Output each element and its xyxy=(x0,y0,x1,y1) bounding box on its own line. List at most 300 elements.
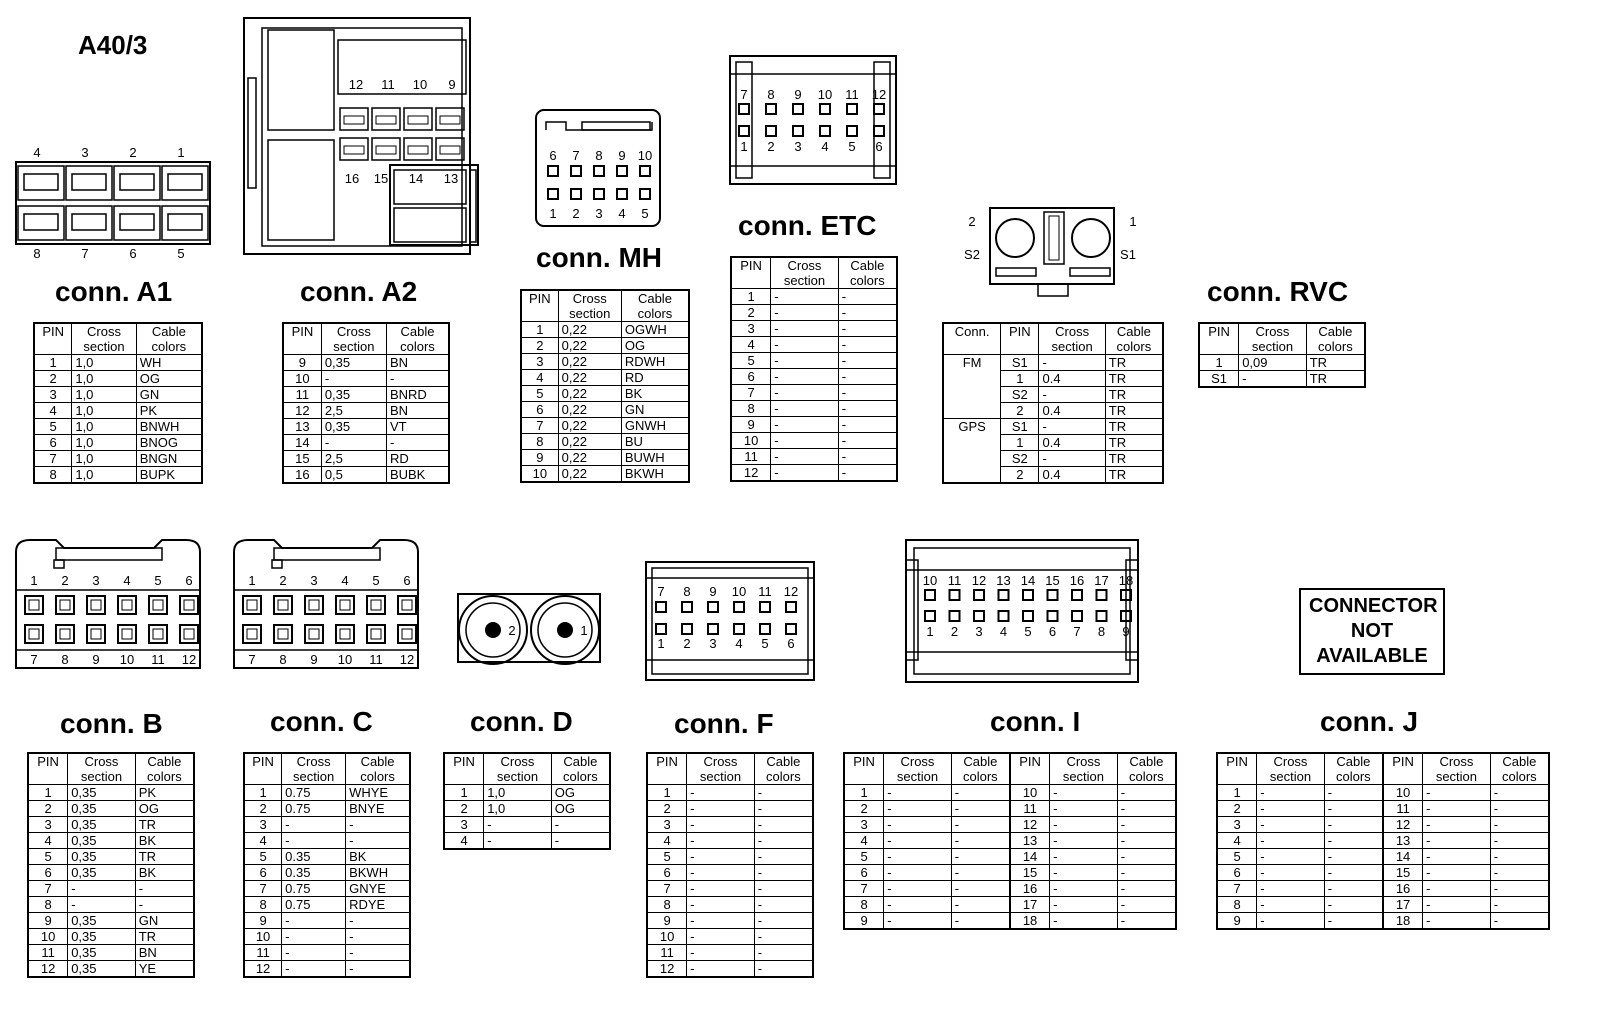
table-cell: 2 xyxy=(1001,403,1039,419)
table-cell: - xyxy=(346,929,410,945)
table-cell: - xyxy=(771,337,839,353)
table-cell: 8 xyxy=(521,434,558,450)
cable-colors-header: Cable colors xyxy=(754,753,813,785)
table-cell: - xyxy=(1117,817,1176,833)
table-cell: 15 xyxy=(1383,865,1423,881)
table-cell: BKWH xyxy=(621,466,689,483)
table-cell: 6 xyxy=(34,435,72,451)
pin-number-label: 2 xyxy=(508,623,516,638)
table-cell: - xyxy=(771,289,839,305)
pin-number-label: 9 xyxy=(92,652,100,667)
table-cell: - xyxy=(754,865,813,881)
table-cell: 5 xyxy=(647,849,687,865)
cross-section-header: Cross section xyxy=(1050,753,1118,785)
table-cell: - xyxy=(282,817,346,833)
table-cell: 0,22 xyxy=(558,402,621,418)
table-cell: - xyxy=(1117,897,1176,913)
table-cell: 0.4 xyxy=(1039,371,1105,387)
table-cell: - xyxy=(1050,833,1118,849)
table-row xyxy=(34,387,202,403)
table-cell: 8 xyxy=(647,897,687,913)
table-cell: 10 xyxy=(283,371,321,387)
table-row xyxy=(731,353,897,369)
table-cell: GNWH xyxy=(621,418,689,434)
table-row xyxy=(244,833,410,849)
table-row xyxy=(444,785,610,801)
table-cell: 16 xyxy=(283,467,321,484)
table-cell: BNRD xyxy=(386,387,449,403)
table-cell: S1 xyxy=(1001,419,1039,435)
conn-a2-table xyxy=(282,322,450,484)
pin-number-label: 9 xyxy=(448,77,456,92)
pin-number-label: 1 xyxy=(740,139,748,154)
table-row xyxy=(1217,865,1549,881)
table-row xyxy=(1217,785,1549,801)
table-cell: - xyxy=(1039,387,1105,403)
pin-header: PIN xyxy=(1199,323,1239,355)
pin-number-label: 4 xyxy=(33,145,41,160)
table-cell: 5 xyxy=(521,386,558,402)
cable-colors-header: Cable colors xyxy=(1306,323,1365,355)
table-cell: - xyxy=(687,929,755,945)
table-cell: RDYE xyxy=(346,897,410,913)
table-header-row xyxy=(1199,323,1365,355)
cross-section-header: Cross section xyxy=(484,753,552,785)
table-cell: - xyxy=(687,865,755,881)
table-cell: 13 xyxy=(1010,833,1050,849)
table-cell: TR xyxy=(135,929,194,945)
cross-section-header: Cross section xyxy=(558,290,621,322)
table-cell: 4 xyxy=(844,833,884,849)
table-cell: 1 xyxy=(1199,355,1239,371)
pin-number-label: 4 xyxy=(618,206,626,221)
table-cell: - xyxy=(687,833,755,849)
table-cell: - xyxy=(838,353,897,369)
table-header-row xyxy=(647,753,813,785)
table-cell: 5 xyxy=(1217,849,1257,865)
table-cell: 17 xyxy=(1383,897,1423,913)
table-cell: TR xyxy=(1105,435,1163,451)
table-cell: - xyxy=(1490,881,1549,897)
pin-number-label: 2 xyxy=(968,214,976,229)
pin-number-label: 7 xyxy=(1073,624,1081,639)
table-cell: 5 xyxy=(34,419,72,435)
table-cell: OG xyxy=(136,371,202,387)
table-cell: 2,5 xyxy=(321,403,386,419)
table-cell: 11 xyxy=(647,945,687,961)
table-cell: - xyxy=(1423,913,1491,930)
table-cell: 0.35 xyxy=(282,865,346,881)
table-cell: - xyxy=(282,833,346,849)
table-cell: 0,35 xyxy=(68,945,136,961)
table-row xyxy=(521,450,689,466)
table-cell: 12 xyxy=(647,961,687,978)
table-cell: 0,35 xyxy=(321,355,386,371)
conn-etc-table xyxy=(730,256,898,482)
table-cell: 12 xyxy=(1383,817,1423,833)
table-cell: - xyxy=(1490,817,1549,833)
table-row xyxy=(844,801,1176,817)
table-cell: - xyxy=(1050,881,1118,897)
pin-number-label: 7 xyxy=(30,652,38,667)
pin-number-label: 18 xyxy=(1118,573,1134,588)
table-row xyxy=(283,355,449,371)
table-cell: 1,0 xyxy=(72,435,136,451)
pin-number-label: 5 xyxy=(372,573,380,588)
table-cell: - xyxy=(771,353,839,369)
pin-header: PIN xyxy=(1001,323,1039,355)
table-row xyxy=(521,322,689,338)
connector-c-drawing xyxy=(234,540,418,668)
table-row xyxy=(647,801,813,817)
table-cell: - xyxy=(346,961,410,978)
table-row xyxy=(731,417,897,433)
connector-i-drawing xyxy=(906,540,1138,682)
table-cell: VT xyxy=(386,419,449,435)
table-cell: - xyxy=(68,897,136,913)
table-row xyxy=(521,434,689,450)
table-cell: - xyxy=(1117,865,1176,881)
table-cell: 15 xyxy=(283,451,321,467)
table-cell: 2 xyxy=(844,801,884,817)
table-cell: - xyxy=(282,961,346,978)
table-cell: BNOG xyxy=(136,435,202,451)
table-cell: 0,22 xyxy=(558,434,621,450)
table-row xyxy=(844,913,1176,930)
table-row xyxy=(283,435,449,451)
pin-number-label: 7 xyxy=(657,584,665,599)
pin-header: PIN xyxy=(28,753,68,785)
table-header-row xyxy=(28,753,194,785)
table-row xyxy=(647,849,813,865)
table-cell: GNYE xyxy=(346,881,410,897)
table-cell: - xyxy=(1257,897,1325,913)
table-row xyxy=(34,419,202,435)
table-cell: RD xyxy=(386,451,449,467)
table-cell: - xyxy=(838,337,897,353)
table-cell: - xyxy=(1423,817,1491,833)
table-cell: - xyxy=(1324,833,1383,849)
table-cell: 4 xyxy=(28,833,68,849)
table-cell: 2 xyxy=(244,801,282,817)
table-row xyxy=(28,833,194,849)
conn-j-table xyxy=(1216,752,1550,930)
pin-header: PIN xyxy=(283,323,321,355)
table-cell: - xyxy=(1423,833,1491,849)
table-cell: 1 xyxy=(647,785,687,801)
table-cell: 1,0 xyxy=(72,371,136,387)
table-cell: BN xyxy=(386,403,449,419)
table-row xyxy=(28,785,194,801)
table-cell: - xyxy=(754,929,813,945)
table-cell: 7 xyxy=(521,418,558,434)
table-cell: 10 xyxy=(28,929,68,945)
table-cell: BNYE xyxy=(346,801,410,817)
table-cell: - xyxy=(1324,881,1383,897)
table-cell: BK xyxy=(135,865,194,881)
table-cell: - xyxy=(1117,801,1176,817)
table-cell: - xyxy=(754,945,813,961)
na-line-3: AVAILABLE xyxy=(1316,645,1428,667)
pin-number-label: 10 xyxy=(337,652,353,667)
table-row xyxy=(647,929,813,945)
pin-number-label: 3 xyxy=(81,145,89,160)
table-cell: GN xyxy=(136,387,202,403)
table-cell: 0.4 xyxy=(1039,403,1105,419)
table-cell: PK xyxy=(136,403,202,419)
pin-number-label: 11 xyxy=(947,573,962,588)
conn-a1-title: conn. A1 xyxy=(55,276,173,307)
table-cell: 14 xyxy=(283,435,321,451)
table-cell: S2 xyxy=(1001,387,1039,403)
table-row xyxy=(731,385,897,401)
table-cell: 1 xyxy=(844,785,884,801)
table-cell: 6 xyxy=(244,865,282,881)
table-cell: - xyxy=(1324,897,1383,913)
pin-header: PIN xyxy=(647,753,687,785)
pin-number-label: 7 xyxy=(81,246,89,261)
table-row xyxy=(1217,801,1549,817)
table-row xyxy=(943,371,1163,387)
table-cell: 16 xyxy=(1383,881,1423,897)
table-cell: - xyxy=(687,817,755,833)
table-row xyxy=(731,305,897,321)
table-cell: S1 xyxy=(1199,371,1239,388)
table-cell: TR xyxy=(1306,371,1365,388)
table-cell: - xyxy=(771,449,839,465)
table-cell: OG xyxy=(551,801,610,817)
cross-section-header: Cross section xyxy=(72,323,136,355)
pin-number-label: 9 xyxy=(618,148,626,163)
table-cell: - xyxy=(1117,849,1176,865)
table-cell: FM xyxy=(943,355,1001,371)
table-header-row xyxy=(943,323,1163,355)
table-cell: 16 xyxy=(1010,881,1050,897)
connector-a1-drawing xyxy=(16,145,210,261)
connector-not-available-box xyxy=(1299,588,1445,675)
table-row xyxy=(1217,849,1549,865)
table-row xyxy=(731,337,897,353)
table-row xyxy=(244,785,410,801)
table-cell: - xyxy=(951,801,1010,817)
table-cell: 2 xyxy=(647,801,687,817)
table-cell: - xyxy=(884,817,952,833)
table-row xyxy=(244,881,410,897)
pin-header: PIN xyxy=(844,753,884,785)
table-cell: 1 xyxy=(34,355,72,371)
pin-header: PIN xyxy=(731,257,771,289)
connector-b-drawing xyxy=(16,540,200,668)
pin-number-label: 5 xyxy=(177,246,185,261)
pin-number-label: 2 xyxy=(683,636,691,651)
table-cell: 6 xyxy=(28,865,68,881)
table-cell: - xyxy=(1324,801,1383,817)
table-cell: 3 xyxy=(647,817,687,833)
table-cell: - xyxy=(1050,849,1118,865)
table-cell: - xyxy=(951,833,1010,849)
table-cell: 0,35 xyxy=(68,865,136,881)
pin-number-label: S1 xyxy=(1120,247,1136,262)
connector-f-drawing xyxy=(646,562,814,680)
table-cell: - xyxy=(1324,785,1383,801)
table-row xyxy=(521,338,689,354)
table-cell: 10 xyxy=(244,929,282,945)
table-cell: - xyxy=(754,961,813,978)
pin-number-label: 3 xyxy=(595,206,603,221)
conn-f-title: conn. F xyxy=(674,708,774,739)
table-row xyxy=(28,817,194,833)
table-row xyxy=(28,929,194,945)
table-cell: BUWH xyxy=(621,450,689,466)
pin-number-label: 1 xyxy=(580,623,588,638)
pin-number-label: 6 xyxy=(185,573,193,588)
table-row xyxy=(521,402,689,418)
table-row xyxy=(731,369,897,385)
table-row xyxy=(647,865,813,881)
table-row xyxy=(731,401,897,417)
table-cell: 1,0 xyxy=(72,355,136,371)
table-cell: - xyxy=(1490,833,1549,849)
table-cell: - xyxy=(1050,817,1118,833)
table-cell: - xyxy=(771,401,839,417)
table-cell: 1,0 xyxy=(72,403,136,419)
table-row xyxy=(943,467,1163,484)
cable-colors-header: Cable colors xyxy=(551,753,610,785)
table-cell xyxy=(943,467,1001,484)
table-cell: 5 xyxy=(844,849,884,865)
table-cell: PK xyxy=(135,785,194,801)
pin-number-label: 1 xyxy=(1129,214,1137,229)
pin-number-label: 7 xyxy=(572,148,580,163)
table-row xyxy=(283,387,449,403)
table-row xyxy=(943,419,1163,435)
conn-d-table xyxy=(443,752,611,850)
table-cell: - xyxy=(346,817,410,833)
connector-mh-drawing xyxy=(536,110,660,226)
table-cell: OGWH xyxy=(621,322,689,338)
pin-number-label: 2 xyxy=(129,145,137,160)
table-cell: 11 xyxy=(283,387,321,403)
table-cell: 11 xyxy=(1010,801,1050,817)
table-cell: 4 xyxy=(34,403,72,419)
table-cell: - xyxy=(346,945,410,961)
pin-number-label: 3 xyxy=(92,573,100,588)
table-row xyxy=(731,433,897,449)
table-cell: - xyxy=(838,449,897,465)
pin-header: PIN xyxy=(244,753,282,785)
table-row xyxy=(521,354,689,370)
table-cell: BNGN xyxy=(136,451,202,467)
conn-mh-table xyxy=(520,289,690,483)
table-cell: - xyxy=(951,785,1010,801)
cross-section-header: Cross section xyxy=(771,257,839,289)
table-cell: - xyxy=(951,849,1010,865)
table-cell: - xyxy=(687,785,755,801)
pin-number-label: 11 xyxy=(758,584,772,599)
cross-section-header: Cross section xyxy=(282,753,346,785)
table-cell: 1 xyxy=(444,785,484,801)
table-row xyxy=(283,419,449,435)
table-cell: - xyxy=(1039,451,1105,467)
table-cell: 9 xyxy=(244,913,282,929)
table-row xyxy=(34,355,202,371)
table-cell: 0,22 xyxy=(558,386,621,402)
table-cell: - xyxy=(838,465,897,482)
table-cell: 2 xyxy=(1217,801,1257,817)
table-cell: 4 xyxy=(244,833,282,849)
table-cell: - xyxy=(1050,865,1118,881)
table-cell: 10 xyxy=(521,466,558,483)
table-row xyxy=(647,817,813,833)
table-cell: - xyxy=(1050,913,1118,930)
conn-b-table xyxy=(27,752,195,978)
pin-number-label: 10 xyxy=(922,573,938,588)
table-cell: - xyxy=(754,897,813,913)
table-cell: 8 xyxy=(244,897,282,913)
table-row xyxy=(444,833,610,850)
table-cell: 2 xyxy=(28,801,68,817)
cross-section-header: Cross section xyxy=(1257,753,1325,785)
table-row xyxy=(34,435,202,451)
table-cell: 0,35 xyxy=(68,785,136,801)
table-cell: - xyxy=(386,435,449,451)
table-row xyxy=(647,881,813,897)
pin-number-label: 13 xyxy=(996,573,1011,588)
table-cell: 8 xyxy=(34,467,72,484)
cross-section-header: Cross section xyxy=(321,323,386,355)
table-row xyxy=(647,897,813,913)
conn-mh-title: conn. MH xyxy=(536,242,662,273)
table-cell: - xyxy=(754,881,813,897)
table-cell: TR xyxy=(1105,451,1163,467)
table-cell: - xyxy=(771,305,839,321)
pin-number-label: 5 xyxy=(641,206,649,221)
table-cell: - xyxy=(884,881,952,897)
table-cell: 6 xyxy=(844,865,884,881)
table-cell: - xyxy=(687,897,755,913)
table-cell: - xyxy=(754,833,813,849)
table-cell: - xyxy=(1257,801,1325,817)
table-cell: - xyxy=(687,961,755,978)
table-cell: 2 xyxy=(521,338,558,354)
table-cell: BN xyxy=(386,355,449,371)
table-cell: - xyxy=(1039,419,1105,435)
table-cell: 6 xyxy=(647,865,687,881)
pin-number-label: 2 xyxy=(767,139,775,154)
table-cell: 14 xyxy=(1010,849,1050,865)
table-cell: - xyxy=(1257,865,1325,881)
table-cell: - xyxy=(884,897,952,913)
pin-number-label: 2 xyxy=(950,624,959,639)
table-cell: - xyxy=(771,369,839,385)
table-cell: OG xyxy=(551,785,610,801)
table-cell xyxy=(943,451,1001,467)
table-cell: - xyxy=(838,433,897,449)
table-cell: - xyxy=(1490,865,1549,881)
table-cell: TR xyxy=(135,849,194,865)
table-cell: 9 xyxy=(731,417,771,433)
table-cell: 1 xyxy=(1217,785,1257,801)
table-cell: 0,22 xyxy=(558,338,621,354)
table-cell: - xyxy=(68,881,136,897)
table-cell: 3 xyxy=(444,817,484,833)
table-row xyxy=(244,817,410,833)
table-row xyxy=(28,801,194,817)
table-row xyxy=(244,929,410,945)
pin-number-label: 2 xyxy=(279,573,287,588)
table-cell: - xyxy=(1117,881,1176,897)
cable-colors-header: Cable colors xyxy=(1324,753,1383,785)
